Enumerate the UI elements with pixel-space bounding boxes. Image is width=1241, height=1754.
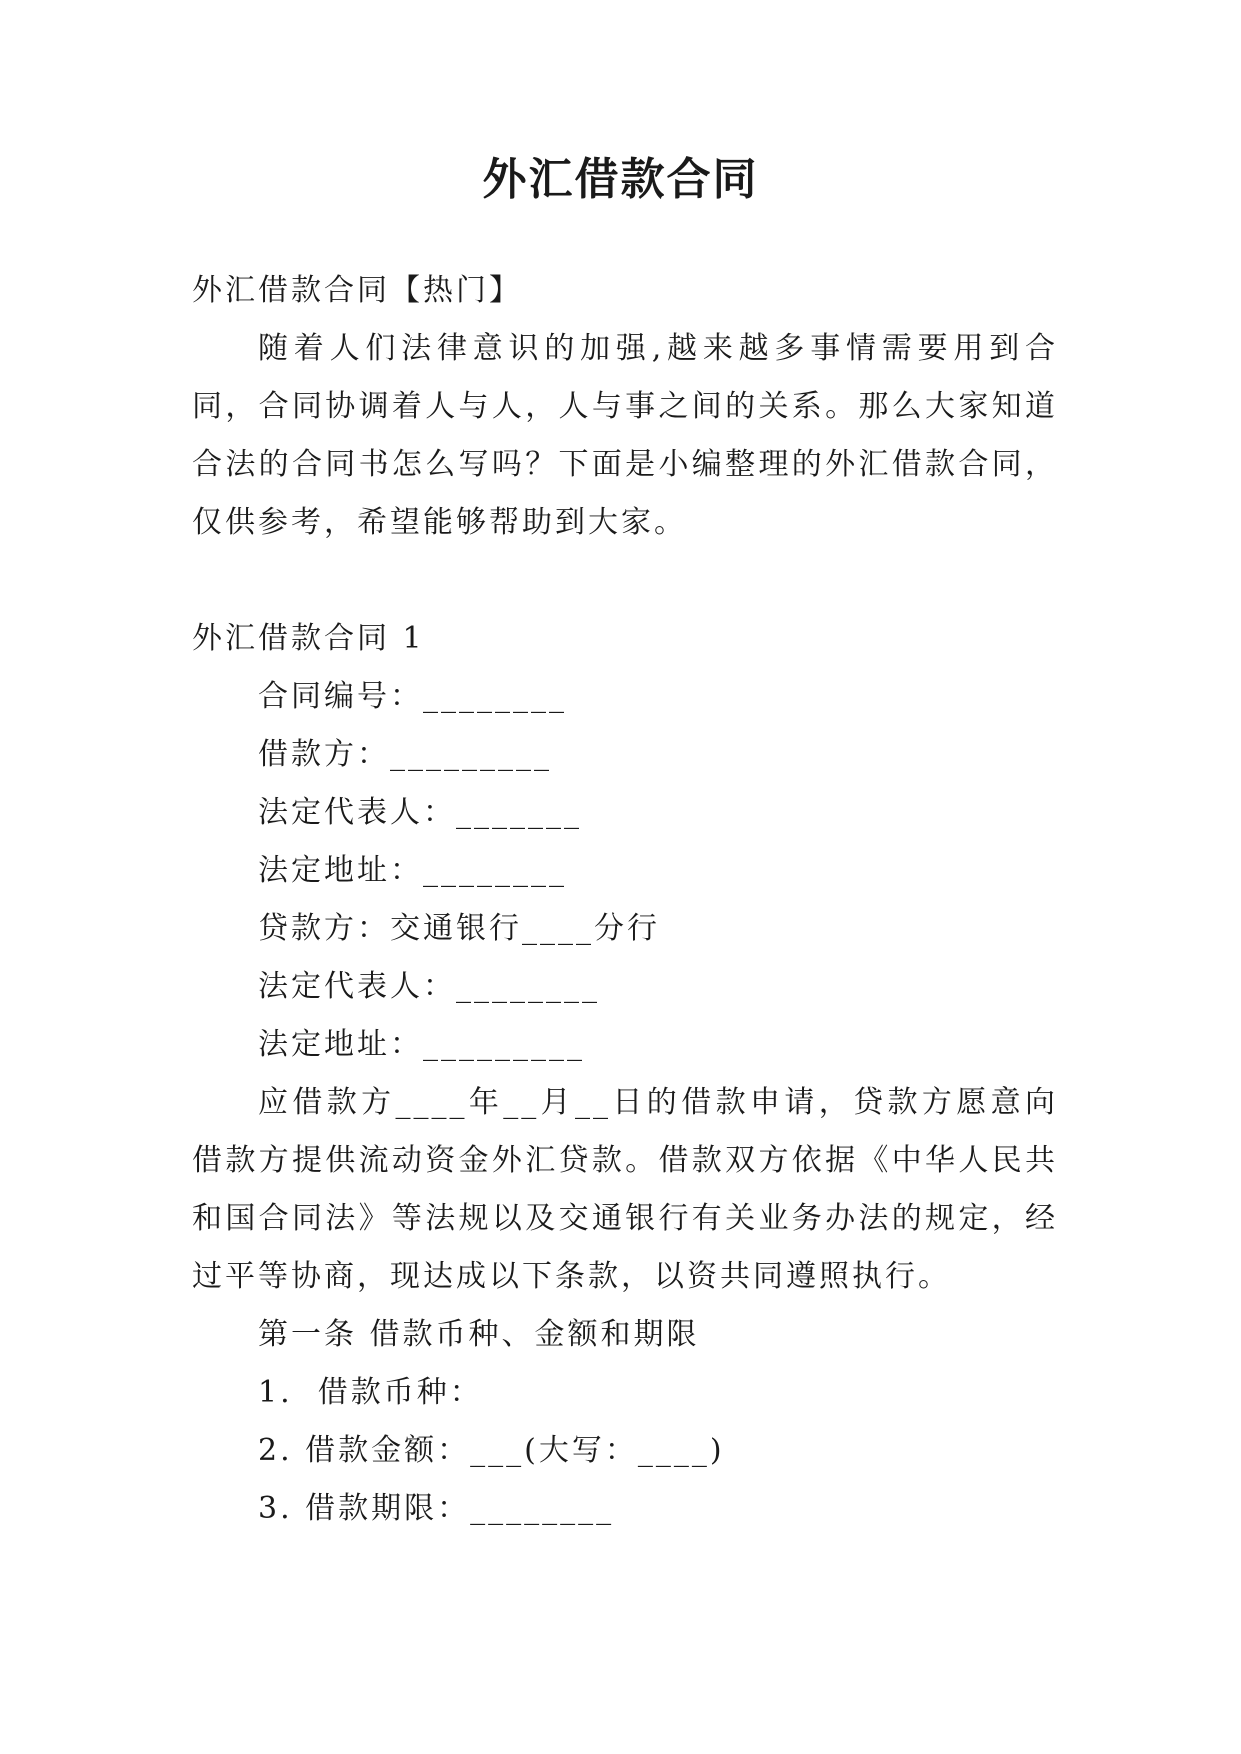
- field-contract-number: 合同编号：________: [258, 679, 567, 714]
- document-title: 外汇借款合同: [482, 154, 759, 205]
- section-title: 外汇借款合同 1: [192, 621, 425, 656]
- field-borrower: 借款方：_________: [258, 737, 552, 772]
- field-borrower-legal-rep: 法定代表人：_______: [258, 795, 582, 830]
- article-1-title: 第一条 借款币种、金额和期限: [258, 1317, 700, 1352]
- field-lender-address: 法定地址：_________: [258, 1027, 585, 1062]
- intro-paragraph: 随着人们法律意识的加强,越来越多事情需要用到合同，合同协调着人与人，人与事之间的关系。那么大家知道合法的合同书怎么写吗？下面是小编整理的外汇借款合同，仅供参考，希望能够帮助到大家。: [192, 331, 1058, 540]
- field-lender-legal-rep: 法定代表人：________: [258, 969, 600, 1004]
- clause-intro-paragraph: 应借款方____年__月__日的借款申请，贷款方愿意向借款方提供流动资金外汇贷款。借款双方依据《中华人民共和国合同法》等法规以及交通银行有关业务办法的规定，经过平等协商，现达成以下条款，以资共同遵照执行。: [192, 1085, 1058, 1294]
- article-1-item-term: 3. 借款期限：________: [258, 1491, 615, 1526]
- document-body: [192, 262, 1058, 1538]
- article-1-item-amount: 2. 借款金额：___(大写：____): [258, 1433, 725, 1468]
- field-lender: 贷款方：交通银行____分行: [258, 911, 660, 946]
- article-1-item-currency: 1. 借款币种：: [258, 1375, 483, 1410]
- document-heading: 外汇借款合同【热门】: [192, 273, 522, 308]
- field-borrower-address: 法定地址：________: [258, 853, 567, 888]
- spacer: [192, 552, 1058, 610]
